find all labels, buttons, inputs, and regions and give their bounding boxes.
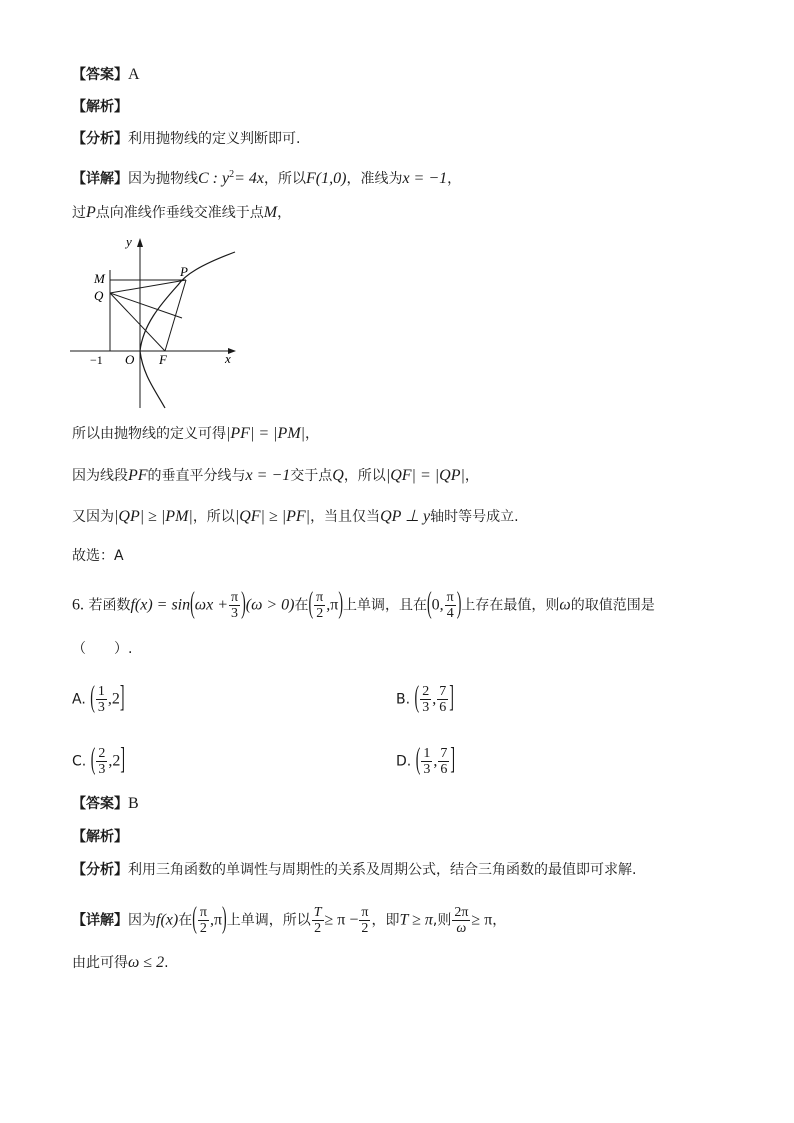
numerator: 2: [98, 746, 106, 761]
text: ，准线为: [346, 171, 403, 187]
label-m: M: [94, 271, 105, 286]
q6-answer-line: [72, 795, 139, 813]
fenxi-tag: 【分析】: [72, 862, 128, 878]
frac: [438, 746, 449, 777]
frac: [421, 746, 432, 777]
bracket: ]: [119, 681, 125, 715]
question-number: 6.: [72, 596, 84, 614]
q5-fenxi-line: [72, 130, 300, 148]
q6-last-line: [72, 954, 169, 972]
segment-qf: [110, 293, 165, 351]
text: 轴时等号成立.: [430, 509, 519, 525]
math: P: [86, 204, 96, 221]
math: ,2: [107, 690, 120, 708]
label-y: y: [126, 234, 132, 249]
text: ，所以: [192, 509, 235, 525]
math: ωx +: [194, 596, 228, 614]
q6-blank: （ ）.: [72, 641, 133, 657]
q5-line5: [72, 508, 519, 526]
math: ≥ π −: [324, 911, 359, 929]
text: .: [164, 955, 169, 971]
text: 所以由抛物线的定义可得: [72, 426, 226, 442]
numerator: π: [199, 905, 207, 920]
text: 在: [178, 912, 193, 929]
numerator: 7: [440, 746, 448, 761]
paren: (: [90, 681, 95, 715]
denominator: 3: [231, 606, 239, 621]
fenxi-text: 利用三角函数的单调性与周期性的关系及周期公式，结合三角函数的最值即可求解.: [128, 862, 637, 878]
math: ,2: [108, 752, 121, 770]
numerator: π: [231, 590, 239, 605]
math: |QF| = |QP|: [385, 467, 465, 484]
frac-pi-3: [229, 590, 240, 621]
paren: (: [427, 587, 432, 621]
text: ，: [492, 912, 507, 929]
math: ≥ π: [471, 911, 493, 929]
frac-2pi-omega: [452, 905, 470, 936]
option-label: D.: [396, 753, 412, 770]
label-p: P: [180, 264, 188, 279]
math: |PF| = |PM|: [226, 425, 306, 442]
fenxi-text: 利用抛物线的定义判断即可.: [128, 131, 301, 147]
paren: (: [90, 743, 96, 777]
math: ω ≤ 2: [128, 954, 165, 971]
comma: ,: [433, 752, 438, 770]
text: 的取值范围是: [570, 597, 655, 614]
math: F(1,0): [306, 170, 347, 187]
answer-value: B: [128, 795, 139, 812]
frac: [437, 684, 448, 715]
paren: ): [222, 902, 227, 936]
math: x = −1: [245, 467, 291, 484]
math: Q: [332, 467, 344, 484]
math: f(x) = sin: [130, 596, 191, 614]
text: 上单调，且在: [343, 597, 427, 614]
numerator: T: [313, 905, 322, 920]
math: x = −1: [402, 170, 448, 187]
option-b[interactable]: [396, 681, 454, 715]
paren: (: [190, 587, 195, 621]
option-label: C.: [72, 753, 87, 770]
paren: (: [415, 743, 421, 777]
text: 又因为: [72, 509, 114, 525]
text: 由此可得: [72, 955, 128, 971]
frac-pi-4: [445, 590, 456, 621]
math: PF: [128, 467, 148, 484]
text: ，即: [371, 912, 400, 929]
option-c[interactable]: [72, 743, 126, 777]
paren: (: [308, 587, 314, 621]
q6-detail-line: [72, 902, 507, 936]
text: 点向准线作垂线交准线于点: [95, 205, 264, 221]
frac: [420, 684, 431, 715]
paren: ): [456, 587, 462, 621]
bracket: ]: [450, 743, 456, 777]
math: = 4x: [234, 170, 265, 187]
frac-pi-2: [198, 905, 209, 936]
frac-t-2: [312, 905, 324, 936]
q5-detail-line: [72, 166, 461, 188]
q6-stem: [72, 587, 655, 621]
fenxi-tag: 【分析】: [72, 131, 128, 147]
label-f: F: [159, 352, 167, 367]
y-arrow-icon: [137, 238, 143, 247]
q5-choose: 故选：A: [72, 548, 124, 564]
q6-fenxi-line: [72, 861, 636, 879]
denominator: 6: [440, 762, 448, 777]
denominator: 3: [97, 700, 105, 715]
denominator: 6: [439, 700, 447, 715]
perpendicular-bisector: [110, 293, 182, 318]
q5-line4: [72, 467, 479, 485]
parabola-figure: [70, 230, 250, 410]
text: 上存在最值，则: [461, 597, 560, 614]
answer-value: A: [128, 66, 140, 83]
numerator: π: [446, 590, 454, 605]
math: (ω > 0): [245, 596, 295, 614]
option-d[interactable]: [396, 743, 456, 777]
text: ，所以: [264, 171, 307, 187]
text: ，: [277, 205, 292, 221]
option-a[interactable]: [72, 681, 125, 715]
denominator: ω: [456, 921, 467, 936]
frac-pi-2: [314, 590, 325, 621]
text: 的垂直平分线与: [147, 468, 246, 484]
text: 过: [72, 205, 86, 221]
q5-line2: [72, 204, 291, 222]
text: 因为抛物线: [128, 171, 198, 187]
segment-qp: [110, 280, 186, 293]
exponent: 2: [229, 169, 235, 180]
paren: (: [192, 902, 197, 936]
text: 若函数: [88, 597, 131, 614]
frac: [96, 684, 107, 715]
math: |QP| ≥ |PM|: [114, 508, 193, 525]
answer-tag: 【答案】: [72, 796, 128, 812]
text: ,则: [432, 912, 452, 929]
denominator: 3: [423, 762, 431, 777]
math: ,π: [209, 911, 223, 929]
comma: ,: [432, 690, 437, 708]
analysis-tag: 【解析】: [72, 99, 128, 115]
numerator: 2π: [454, 905, 469, 920]
q5-line3: [72, 425, 319, 443]
frac-pi-2: [359, 905, 370, 936]
math: ω: [559, 596, 571, 614]
numerator: 1: [97, 684, 105, 699]
text: 在: [294, 597, 309, 614]
numerator: 1: [423, 746, 431, 761]
paren: ): [241, 587, 246, 621]
denominator: 3: [422, 700, 430, 715]
bracket: ]: [449, 681, 454, 715]
text: ，: [447, 171, 462, 187]
text: 因为线段: [72, 468, 128, 484]
denominator: 2: [314, 921, 322, 936]
analysis-tag: 【解析】: [72, 829, 128, 845]
option-label: A.: [72, 691, 86, 708]
text: ，当且仅当: [310, 509, 381, 525]
text: 因为: [128, 912, 156, 929]
text: ，所以: [343, 468, 386, 484]
math: |QF| ≥ |PF|: [234, 508, 311, 525]
detail-tag: 【详解】: [72, 171, 128, 187]
text: ，: [464, 468, 479, 484]
denominator: 4: [446, 606, 454, 621]
math: QP ⊥ y: [380, 508, 431, 525]
text: 交于点: [290, 468, 333, 484]
numerator: 7: [439, 684, 447, 699]
denominator: 2: [316, 606, 324, 621]
text: 上单调，所以: [226, 912, 311, 929]
text: ，: [305, 426, 320, 442]
math: 0,: [431, 596, 444, 614]
math: f(x): [156, 911, 179, 929]
label-neg1: −1: [90, 353, 103, 367]
label-q: Q: [94, 288, 104, 303]
denominator: 3: [98, 762, 106, 777]
frac: [96, 746, 107, 777]
q5-answer-line: [72, 66, 140, 84]
option-label: B.: [396, 691, 411, 708]
math: ,π: [326, 596, 339, 614]
denominator: 2: [199, 921, 207, 936]
math: M: [263, 204, 278, 221]
numerator: 2: [422, 684, 430, 699]
numerator: π: [361, 905, 369, 920]
label-o: O: [125, 352, 135, 367]
detail-tag: 【详解】: [72, 912, 128, 929]
paren: ): [338, 587, 343, 621]
bracket: ]: [120, 743, 126, 777]
math: T ≥ π: [399, 911, 433, 929]
answer-tag: 【答案】: [72, 67, 128, 83]
label-x: x: [225, 351, 231, 366]
denominator: 2: [361, 921, 369, 936]
numerator: π: [316, 590, 324, 605]
paren: (: [414, 681, 420, 715]
math: C : y: [198, 170, 230, 187]
